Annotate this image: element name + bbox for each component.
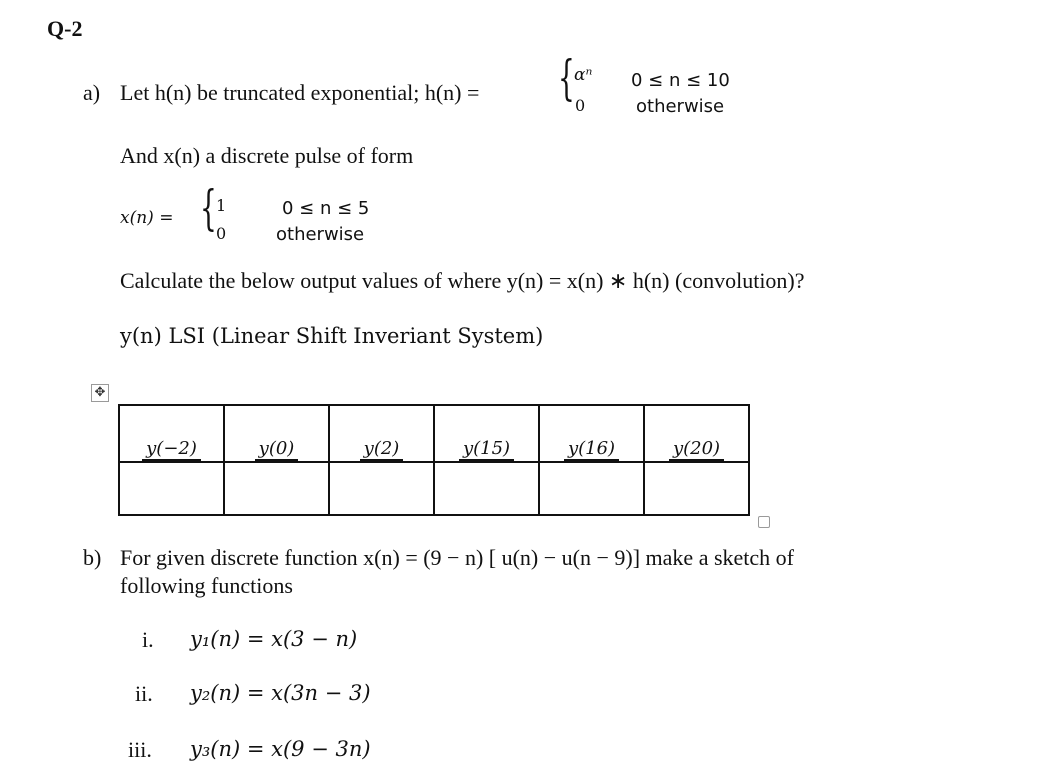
answer-cell-y-2[interactable]	[329, 462, 434, 515]
part-b-label: b)	[83, 545, 102, 570]
lsi-note: y(n) LSI (Linear Shift Inveriant System)	[120, 324, 544, 348]
table-header-cell	[224, 405, 329, 462]
move-cross-icon[interactable]: ✥	[91, 384, 109, 402]
header-y-20: y(20)	[669, 438, 724, 461]
x-case-1-value: 1	[216, 196, 227, 215]
x-cases-brace: {	[200, 180, 217, 236]
x-case-1-condition: 0 ≤ n ≤ 5	[282, 198, 370, 219]
part-a-label: a)	[83, 80, 101, 105]
item-i-equation: y₁(n) = x(3 − n)	[190, 627, 358, 651]
h-case-2-condition: otherwise	[636, 96, 725, 117]
answer-cell-y-16[interactable]	[539, 462, 644, 515]
h-case-1-value: αⁿ	[574, 65, 593, 85]
h-cases-brace: {	[558, 50, 575, 106]
item-iii-equation: y₃(n) = x(9 − 3n)	[190, 737, 371, 761]
part-b-text-line-1: For given discrete function x(n) = (9 − n) [ u(n) − u(n − 9)] make a sketch of	[120, 545, 794, 570]
x-definition-intro: And x(n) a discrete pulse of form	[120, 143, 414, 168]
table-header-cell	[434, 405, 539, 462]
table-header-cell	[119, 405, 224, 462]
header-y-2: y(2)	[360, 438, 404, 461]
answer-cell-y-0[interactable]	[224, 462, 329, 515]
table-header-cell	[644, 405, 749, 462]
part-a-intro: Let h(n) be truncated exponential; h(n) =	[120, 80, 480, 105]
item-ii-equation: y₂(n) = x(3n − 3)	[190, 681, 371, 705]
answer-cell-y-20[interactable]	[644, 462, 749, 515]
x-case-2-value: 0	[216, 224, 227, 243]
table-answer-row	[119, 462, 749, 515]
header-y-16: y(16)	[564, 438, 619, 461]
item-iii-label: iii.	[128, 737, 152, 762]
part-b-text-line-2: following functions	[120, 573, 293, 598]
header-y-15: y(15)	[459, 438, 514, 461]
header-y-0: y(0)	[255, 438, 299, 461]
output-values-table	[118, 404, 750, 516]
header-y-minus-2: y(−2)	[142, 438, 201, 461]
table-header-row	[119, 405, 749, 462]
question-title: Q-2	[47, 16, 83, 41]
h-case-1-condition: 0 ≤ n ≤ 10	[631, 70, 730, 91]
convolution-question: Calculate the below output values of where y(n) = x(n) ∗ h(n) (convolution)?	[120, 268, 805, 293]
item-i-label: i.	[142, 627, 154, 652]
table-header-cell	[539, 405, 644, 462]
answer-cell-y-15[interactable]	[434, 462, 539, 515]
resize-handle-icon[interactable]	[758, 516, 770, 528]
h-case-2-value: 0	[575, 96, 586, 115]
x-case-2-condition: otherwise	[276, 224, 365, 245]
table-header-cell	[329, 405, 434, 462]
x-equation-lhs: x(n) =	[120, 208, 174, 228]
item-ii-label: ii.	[135, 681, 153, 706]
answer-cell-y-minus-2[interactable]	[119, 462, 224, 515]
